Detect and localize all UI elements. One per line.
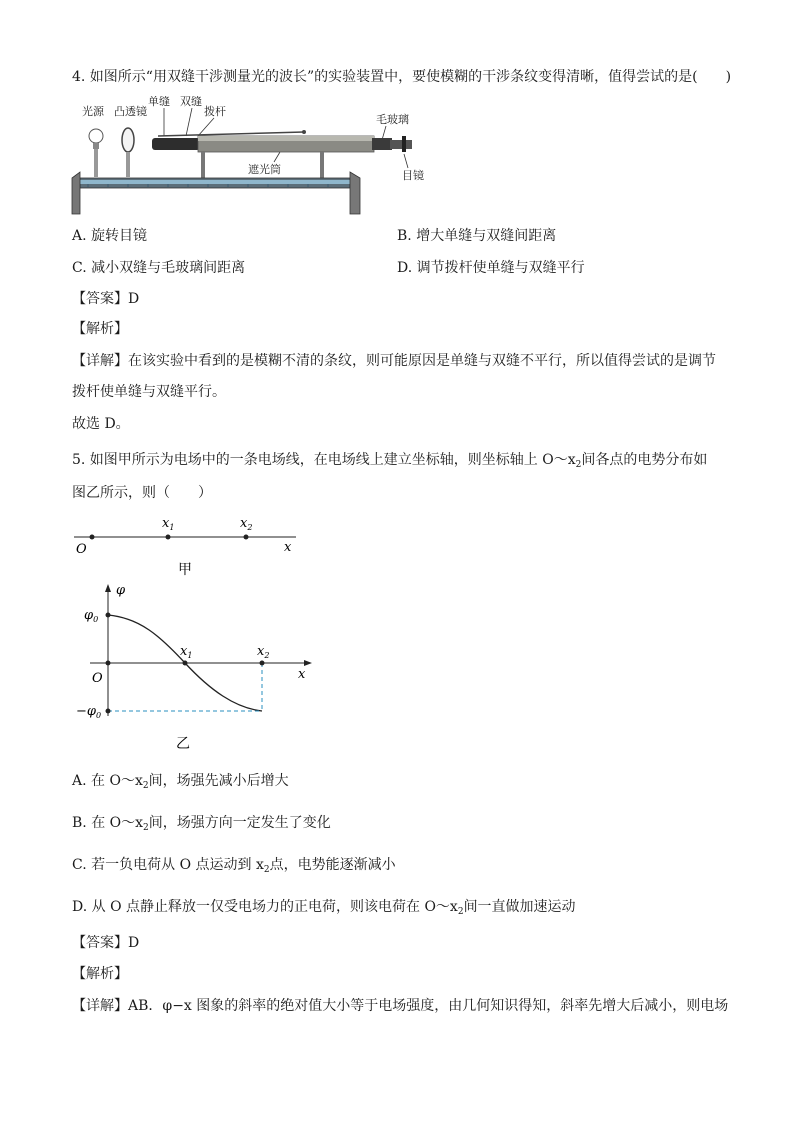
q4-stem: 4. 如图所示“用双缝干涉测量光的波长”的实验装置中，要使模糊的干涉条纹变得清晰，值得尝试的是( ) xyxy=(72,69,732,85)
label-x-axis: x xyxy=(298,667,306,682)
label-phi-axis: φ xyxy=(116,583,126,598)
q4-option-b: B. 增大单缝与双缝间距离 xyxy=(397,228,557,244)
answer-value: D xyxy=(128,935,140,951)
point-x2 xyxy=(244,535,249,540)
detail-label: 【详解】 xyxy=(72,353,128,369)
q5-option-b: B. 在 $O\sim x_2$间，场强方向一定发生了变化 xyxy=(72,815,331,833)
q4-detail-line2: 拨杆使单缝与双缝平行。 xyxy=(72,384,226,400)
answer-label: 【答案】 xyxy=(72,935,128,951)
q5-option-c: C. 若一负电荷从 O 点运动到 $x_2$点，电势能逐渐减小 xyxy=(72,857,396,875)
q4-detail-line1: 【详解】在该实验中看到的是模糊不清的条纹，则可能原因是单缝与双缝不平行，所以值得尝试的是调节 xyxy=(72,353,716,369)
q5-option-d: D. 从 O 点静止释放一仅受电场力的正电荷，则该电荷在 $O\sim x_2$间一直做加速运动 xyxy=(72,899,576,917)
label-frosted-glass: 毛玻璃 xyxy=(376,113,409,126)
svg-text:−φ0: $-\varphi_0$ xyxy=(76,704,102,720)
q4-apparatus-figure xyxy=(68,96,438,218)
q4-option-d: D. 调节拨杆使单缝与双缝平行 xyxy=(397,260,585,276)
svg-text:x2: $x_2$ xyxy=(240,516,253,532)
q5-detail-line1: 【详解】AB．φ−x 图象的斜率的绝对值大小等于电场强度，由几何知识得知，斜率先增大后减小，则电场 xyxy=(72,998,729,1014)
label-single-slit: 单缝 xyxy=(148,96,170,108)
q4-option-a: A. 旋转目镜 xyxy=(72,228,148,244)
q4-answer xyxy=(72,288,139,308)
q5-stem-line2: 图乙所示，则（ ） xyxy=(72,485,212,501)
svg-text:x2: $x_2$ xyxy=(257,644,270,660)
answer-label: 【答案】 xyxy=(72,291,128,307)
q4-analysis-label: 【解析】 xyxy=(72,321,128,337)
label-double-slit: 双缝 xyxy=(180,96,202,108)
label-light-source: 光源 xyxy=(82,105,104,118)
q5-analysis-label: 【解析】 xyxy=(72,966,128,982)
q4-conclusion: 故选 D。 xyxy=(72,416,130,432)
svg-text:x1: $x_1$ xyxy=(162,516,175,532)
label-eyepiece: 目镜 xyxy=(402,169,424,182)
q5-stem-line1: 5. 如图甲所示为电场中的一条电场线，在电场线上建立坐标轴，则坐标轴上 $O\sim x_2$间各点的电势分布如 xyxy=(72,452,708,470)
q5-figure-yi xyxy=(70,578,320,754)
caption-yi: 乙 xyxy=(176,736,190,752)
label-hood: 遮光筒 xyxy=(248,163,281,176)
label-x-axis: x xyxy=(284,540,292,555)
point-x1 xyxy=(166,535,171,540)
point-o xyxy=(90,535,95,540)
svg-text:x1: $x_1$ xyxy=(180,644,193,660)
q4-option-c: C. 减小双缝与毛玻璃间距离 xyxy=(72,260,246,276)
label-o: O xyxy=(76,542,87,557)
q5-figure-jia xyxy=(70,510,310,580)
label-convex-lens: 凸透镜 xyxy=(114,105,147,118)
bulb-icon xyxy=(89,129,103,143)
caption-jia: 甲 xyxy=(178,562,192,578)
answer-value: D xyxy=(128,291,140,307)
q5-answer xyxy=(72,932,139,952)
detail-label: 【详解】 xyxy=(72,998,128,1014)
q5-option-a: A. 在 $O\sim x_2$间，场强先减小后增大 xyxy=(72,773,289,791)
label-lever: 拨杆 xyxy=(204,105,226,118)
label-origin: O xyxy=(92,671,103,686)
lens-icon xyxy=(122,128,134,152)
svg-text:φ0: $\varphi_0$ xyxy=(84,608,99,624)
